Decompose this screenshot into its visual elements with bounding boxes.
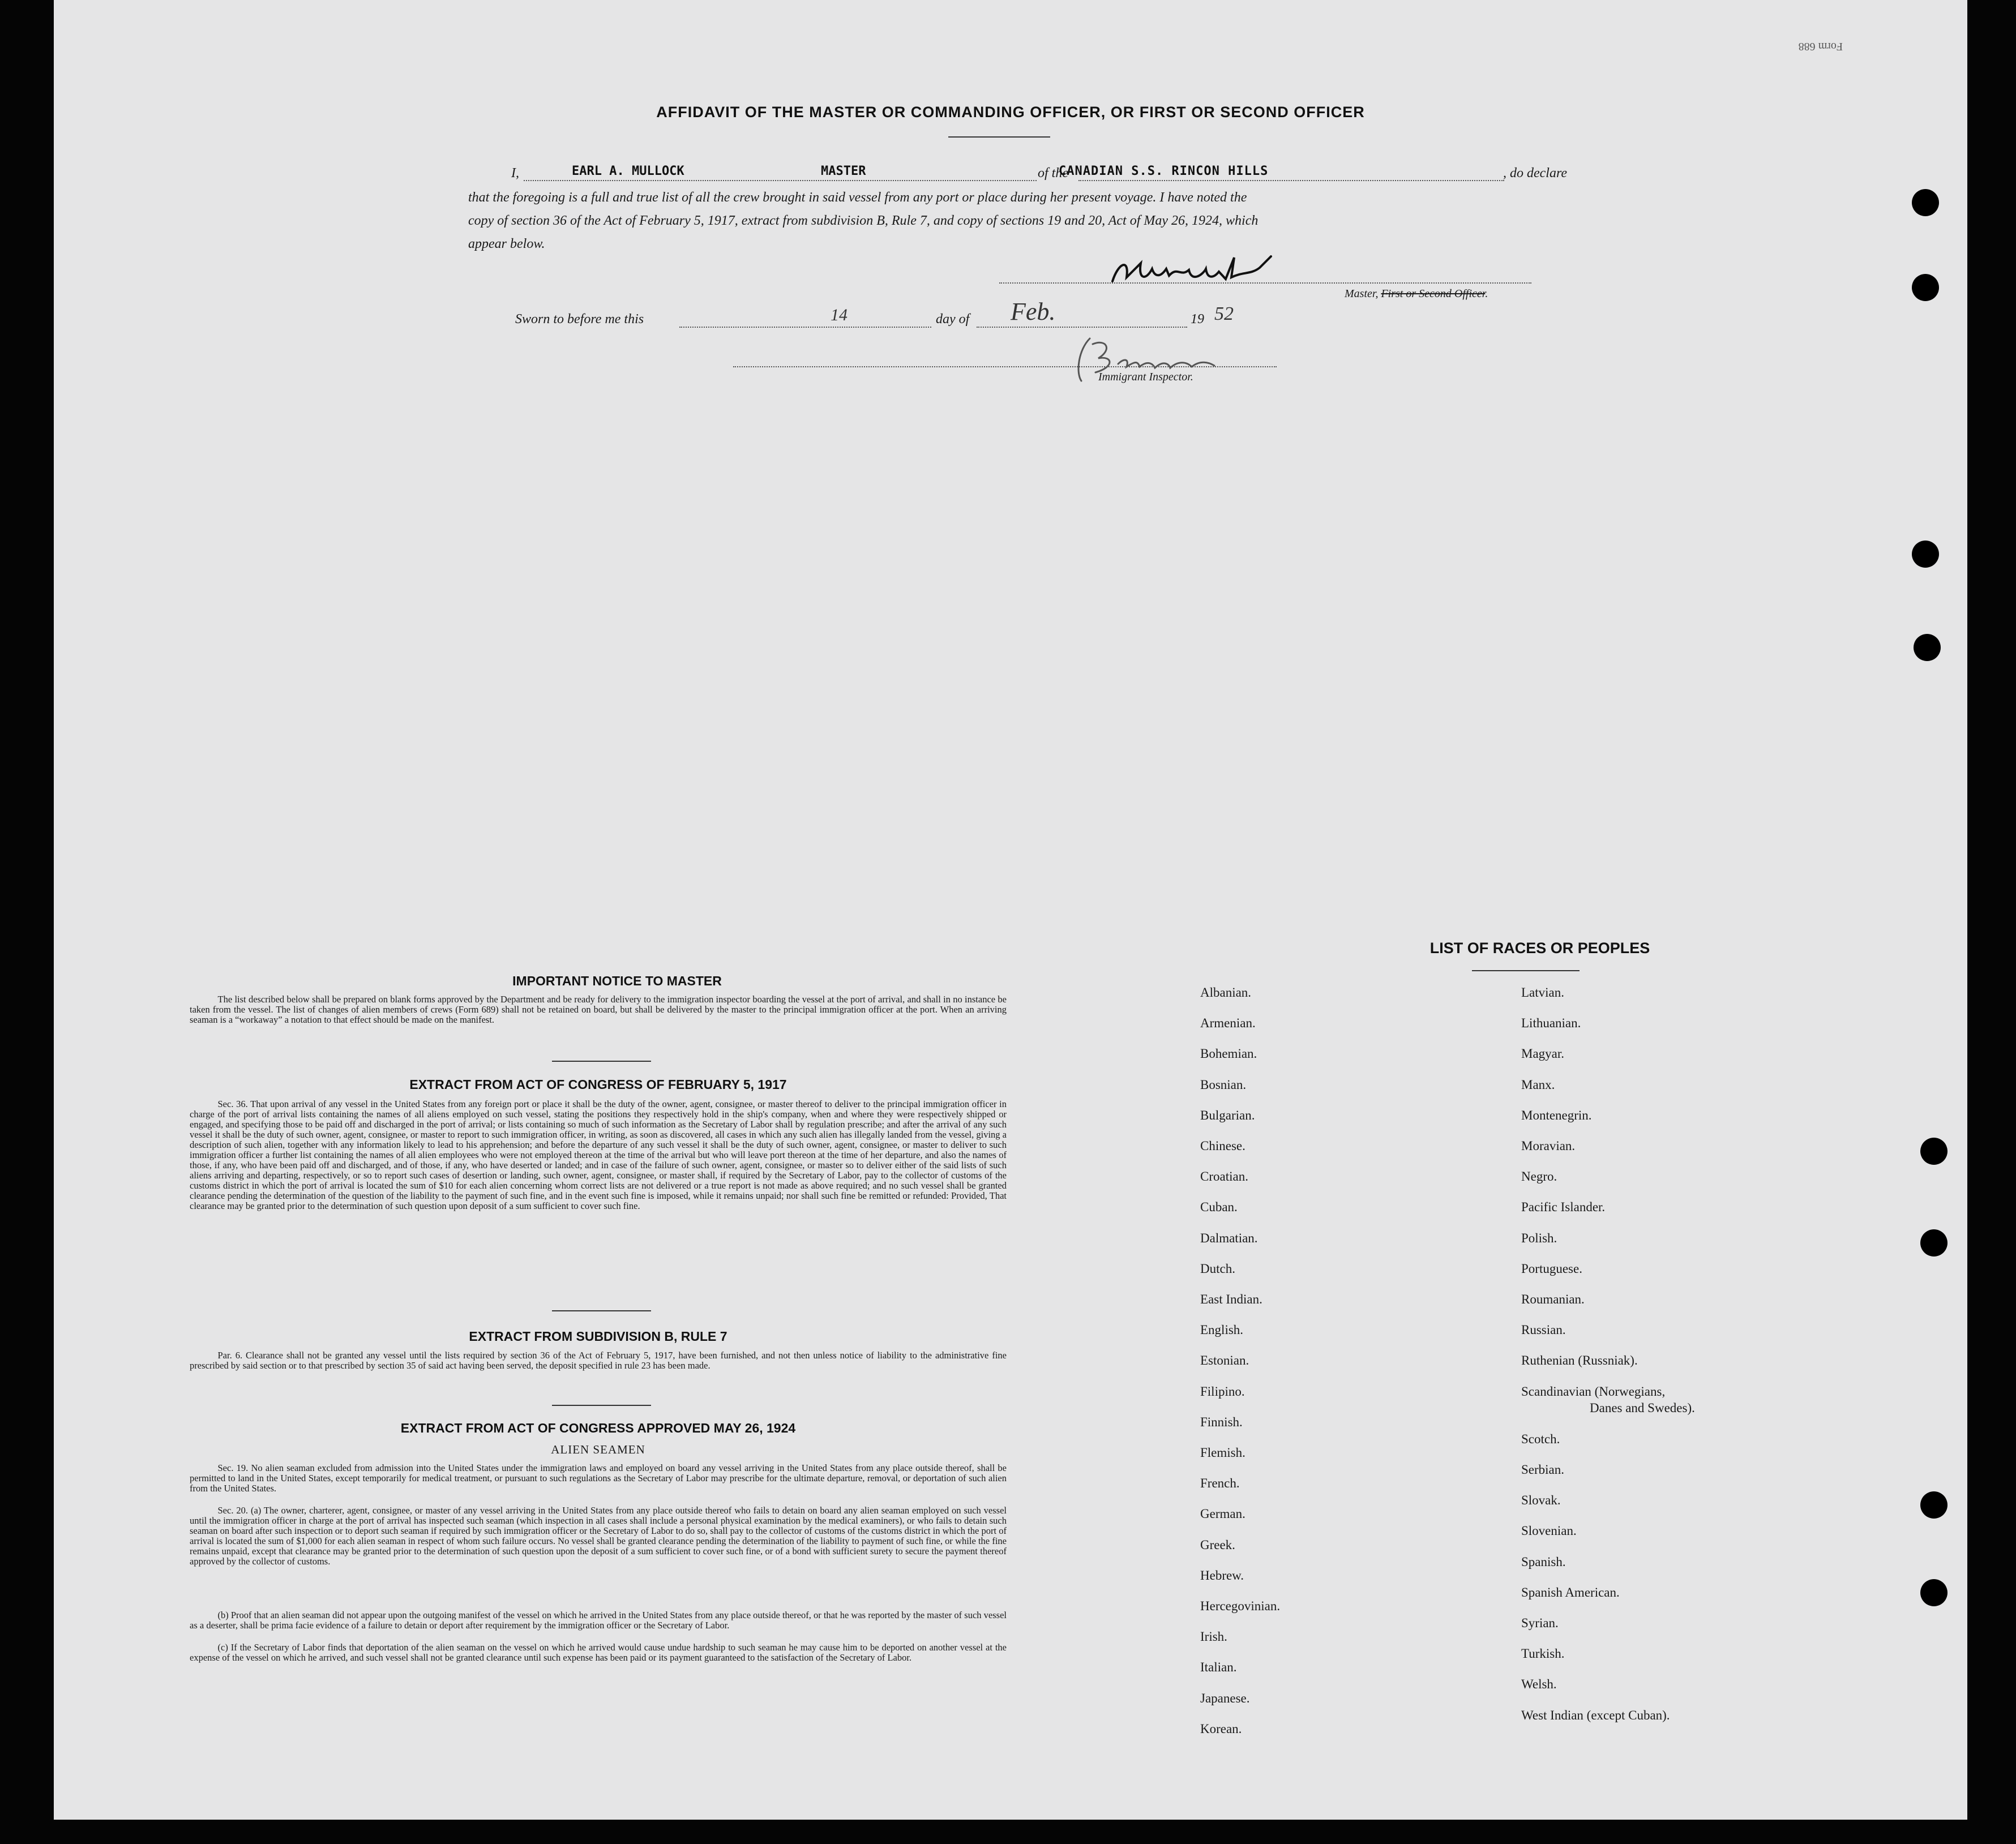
race-item: Armenian. [1200, 1016, 1256, 1030]
race-item: Spanish. [1521, 1555, 1566, 1569]
race-item: Bulgarian. [1200, 1108, 1255, 1122]
race-item: Scotch. [1521, 1432, 1560, 1446]
do-declare-label: , do declare [1503, 166, 1568, 181]
race-item: Slovak. [1521, 1493, 1561, 1507]
race-item: Bohemian. [1200, 1047, 1257, 1061]
race-item: Welsh. [1521, 1677, 1557, 1691]
year-prefix: 19 [1191, 312, 1204, 327]
extract-1924-sec20b: (b) Proof that an alien seaman did not appear upon the outgoing manifest of the vessel on which he arrived in the United States from any place outside thereof, or that he was reported by the master of such vessel as a deserter, shall be prima facie evidence of a failure to detain or deport after requirement by the immigration officer or the Secretary of Labor. [190, 1610, 1007, 1631]
extract-1917-divider [552, 1310, 651, 1311]
extract-1924-sec20c: (c) If the Secretary of Labor finds that deportation of the alien seaman on the vessel on which he arrived would cause undue hardship to such seaman he may cause him to be deported on another vessel at the expense of the vessel on which he arrived, and such vessel shall not be granted clearance until such expense has been paid or its payment guaranteed to the satisfaction of the Secretary of Labor. [190, 1642, 1007, 1663]
race-item: Montenegrin. [1521, 1108, 1592, 1122]
name-fill-line [524, 180, 1037, 181]
race-item: English. [1200, 1323, 1244, 1337]
inspector-label: Immigrant Inspector. [1098, 371, 1193, 383]
affidavit-line-3: copy of section 36 of the Act of February 5, 1917, extract from subdivision B, Rule 7, and copy of sections 19 and 20, Act of May 26, 1924, which [468, 213, 1259, 228]
binder-hole [1920, 1229, 1947, 1257]
extract-1924-sec19: Sec. 19. No alien seaman excluded from admission into the United States under the immigration laws and employed on board any vessel arriving in the United States from any place outside thereof, shall be permitted to land in the United States, except temporarily for medical treatment, or pursuant to such regulations as the Secretary of Labor may prescribe for the ultimate departure, removal, or deportation of such alien from the United States. [190, 1463, 1007, 1494]
sworn-month-field: Feb. [1011, 298, 1056, 325]
race-item: Greek. [1200, 1538, 1235, 1552]
binder-hole [1920, 1491, 1947, 1519]
race-item: Chinese. [1200, 1139, 1245, 1153]
affidavit-i-label: I, [511, 166, 519, 181]
binder-hole [1912, 541, 1939, 568]
race-item: Bosnian. [1200, 1078, 1247, 1092]
race-item-continuation: Danes and Swedes). [1590, 1401, 1695, 1415]
sworn-month-line [977, 327, 1187, 328]
race-item: West Indian (except Cuban). [1521, 1708, 1670, 1722]
vessel-name-field: CANADIAN S.S. RINCON HILLS [1059, 164, 1269, 178]
race-item: Polish. [1521, 1231, 1557, 1245]
race-item: Latvian. [1521, 985, 1564, 1000]
day-of-label: day of [936, 312, 970, 327]
race-item: Croatian. [1200, 1169, 1248, 1183]
race-item: Lithuanian. [1521, 1016, 1581, 1030]
notice-text: The list described below shall be prepared on blank forms approved by the Department and be ready for delivery to the immigration inspector boarding the vessel at the port of arrival, and shall in no instance be taken from the vessel. The list of changes of alien members of crews (Form 689) shall not be retained on board, but shall be delivered by the master to the principal immigration officer at the port. When an arriving seaman is a “workaway” a notation to that effect should be made on the manifest. [190, 994, 1007, 1025]
sworn-label: Sworn to before me this [515, 312, 644, 327]
race-item: Hebrew. [1200, 1568, 1244, 1583]
race-item: French. [1200, 1476, 1240, 1490]
race-item: Syrian. [1521, 1616, 1559, 1630]
binder-hole [1920, 1579, 1947, 1606]
affidavit-title: AFFIDAVIT OF THE MASTER OR COMMANDING OFFICER, OR FIRST OR SECOND OFFICER [656, 104, 1365, 121]
race-item: Roumanian. [1521, 1292, 1585, 1306]
binder-hole [1914, 634, 1941, 661]
rank-field: MASTER [821, 164, 866, 178]
race-item: Ruthenian (Russniak). [1521, 1353, 1638, 1367]
race-item: Estonian. [1200, 1353, 1249, 1367]
race-item: Korean. [1200, 1722, 1242, 1736]
race-item: Slovenian. [1521, 1524, 1577, 1538]
race-item: Serbian. [1521, 1463, 1565, 1477]
races-title: LIST OF RACES OR PEOPLES [1429, 940, 1650, 957]
race-item: Italian. [1200, 1660, 1237, 1674]
affidavit-title-divider [948, 136, 1050, 138]
race-item: Dutch. [1200, 1262, 1235, 1276]
race-item: Japanese. [1200, 1691, 1250, 1705]
race-item: Dalmatian. [1200, 1231, 1258, 1245]
master-label-end: . [1485, 288, 1488, 300]
affidavit-line-2: that the foregoing is a full and true list of all the crew brought in said vessel from any port or place during her present voyage. I have noted the [468, 190, 1247, 205]
notice-divider [552, 1061, 651, 1062]
form-number-stamp: Form 688 [1798, 40, 1843, 53]
struck-officer-label: First or Second Officer [1381, 288, 1486, 300]
year-suffix: 52 [1214, 303, 1234, 324]
race-item: Cuban. [1200, 1200, 1238, 1214]
of-the-label: of the [1038, 166, 1068, 181]
races-title-divider [1472, 970, 1580, 971]
race-item: Flemish. [1200, 1446, 1245, 1460]
race-item: East Indian. [1200, 1292, 1262, 1306]
rule-7-text: Par. 6. Clearance shall not be granted any vessel until the lists required by section 36 of the Act of February 5, 1917, have been furnished, and not then unless notice of liability to the administrative fine prescribed by said section or to that prescribed by section 35 of said act having been served, the deposit specified in rule 23 has been made. [190, 1350, 1007, 1371]
extract-1924-sec20a: Sec. 20. (a) The owner, charterer, agent, consignee, or master of any vessel arriving in the United States from any place outside thereof who fails to detain on board any alien seaman employed on such vessel until the immigration officer in charge at the port of arrival has inspected such seaman (which inspection in all cases shall include a personal physical examination by the medical examiners), or who fails to detain such seaman on board after such inspection or to deport such seaman if required by such immigration officer or the Secretary of Labor to do so, shall pay to the collector of customs of the customs district in which the port of arrival is located the sum of $1,000 for each alien seaman in respect of whom such failure occurs. No vessel shall be granted clearance pending the determination of the liability to payment of such fine, or while the fine remains unpaid, except that clearance may be granted prior to the determination of such question upon the deposit of a sum sufficient to cover such fine, or of a bond with sufficient surety to secure the payment thereof approved by the collector of customs. [190, 1505, 1007, 1567]
race-item: Pacific Islander. [1521, 1200, 1606, 1214]
master-signature-image [1107, 252, 1294, 291]
race-item: Spanish American. [1521, 1585, 1620, 1599]
extract-1917-title: EXTRACT FROM ACT OF CONGRESS OF FEBRUARY 5, 1917 [409, 1077, 787, 1092]
race-item: Portuguese. [1521, 1262, 1582, 1276]
race-item: Irish. [1200, 1629, 1227, 1644]
extract-1917-text: Sec. 36. That upon arrival of any vessel in the United States from any foreign port or place it shall be the duty of the owner, agent, consignee, or master thereof to deliver to the principal immigration officer in charge of the port of arrival lists containing the names of all aliens employed on such vessel, stating the positions they respectively hold in the ship's company, when and where they were respectively shipped or engaged, and specifying those to be paid off and discharged in the port of arrival; or lists containing so much of such information as the Secretary of Labor shall by regulation prescribe; and after the arrival of any such vessel it shall be the duty of such owner, agent, consignee, or master to report to such immigration officer, in writing, as soon as discovered, all cases in which any such alien has illegally landed from the vessel, giving a description of such alien, together with any information likely to lead to his apprehension; and before the departure of any such vessel it shall be the duty of such owner, agent, consignee, or master to deliver to such immigration officer a further list containing the names of all alien employees who were not employed thereon at the time of the arrival but who will leave port thereon at the time of her departure, and also the names of those, if any, who have been paid off and discharged, and of those, if any, who have deserted or landed; and in case of the failure of such owner, agent, consignee, or master so to deliver either of the said lists of such aliens arriving and departing, respectively, or so to report such cases of desertion or landing, such owner, agent, consignee, or master shall, if required by the Secretary of Labor, pay to the collector of customs of the customs district in which the port of arrival is located the sum of $10 for each alien concerning whom correct lists are not delivered or a true report is not made as above required; and no such vessel shall be granted clearance pending the determination of the question of the liability to the payment of such fine, and in the event such fine is imposed, while it remains unpaid; nor shall such fine be remitted or refunded: Provided, That clearance may be granted prior to the determination of such question upon deposit of a sum sufficient to cover such fine. [190, 1099, 1007, 1211]
race-item: Finnish. [1200, 1415, 1243, 1429]
race-item: Russian. [1521, 1323, 1566, 1337]
race-item: Albanian. [1200, 985, 1252, 1000]
master-name-field: EARL A. MULLOCK [572, 164, 684, 178]
race-item: Negro. [1521, 1169, 1557, 1183]
race-item: Filipino. [1200, 1384, 1245, 1399]
binder-hole [1912, 189, 1939, 216]
rule-7-title: EXTRACT FROM SUBDIVISION B, RULE 7 [469, 1329, 727, 1344]
race-item: Scandinavian (Norwegians, [1521, 1384, 1666, 1399]
extract-1924-title: EXTRACT FROM ACT OF CONGRESS APPROVED MAY 26, 1924 [400, 1421, 796, 1435]
master-title-label [1345, 288, 1488, 301]
affidavit-line-4: appear below. [468, 237, 545, 251]
sworn-day-line [679, 327, 931, 328]
race-item: Hercegovinian. [1200, 1599, 1281, 1613]
race-item: Turkish. [1521, 1646, 1565, 1661]
binder-hole [1912, 274, 1939, 301]
master-label: Master, [1345, 288, 1379, 300]
race-item: Moravian. [1521, 1139, 1576, 1153]
sworn-day-field: 14 [831, 306, 848, 324]
rule-7-divider [552, 1405, 651, 1406]
document-page [54, 0, 1967, 1820]
vessel-fill-line [1078, 180, 1504, 181]
race-item: Magyar. [1521, 1047, 1565, 1061]
race-item: German. [1200, 1507, 1245, 1521]
notice-title: IMPORTANT NOTICE TO MASTER [512, 974, 722, 988]
alien-seamen-subtitle: ALIEN SEAMEN [551, 1443, 645, 1456]
binder-hole [1920, 1138, 1947, 1165]
race-item: Manx. [1521, 1078, 1555, 1092]
